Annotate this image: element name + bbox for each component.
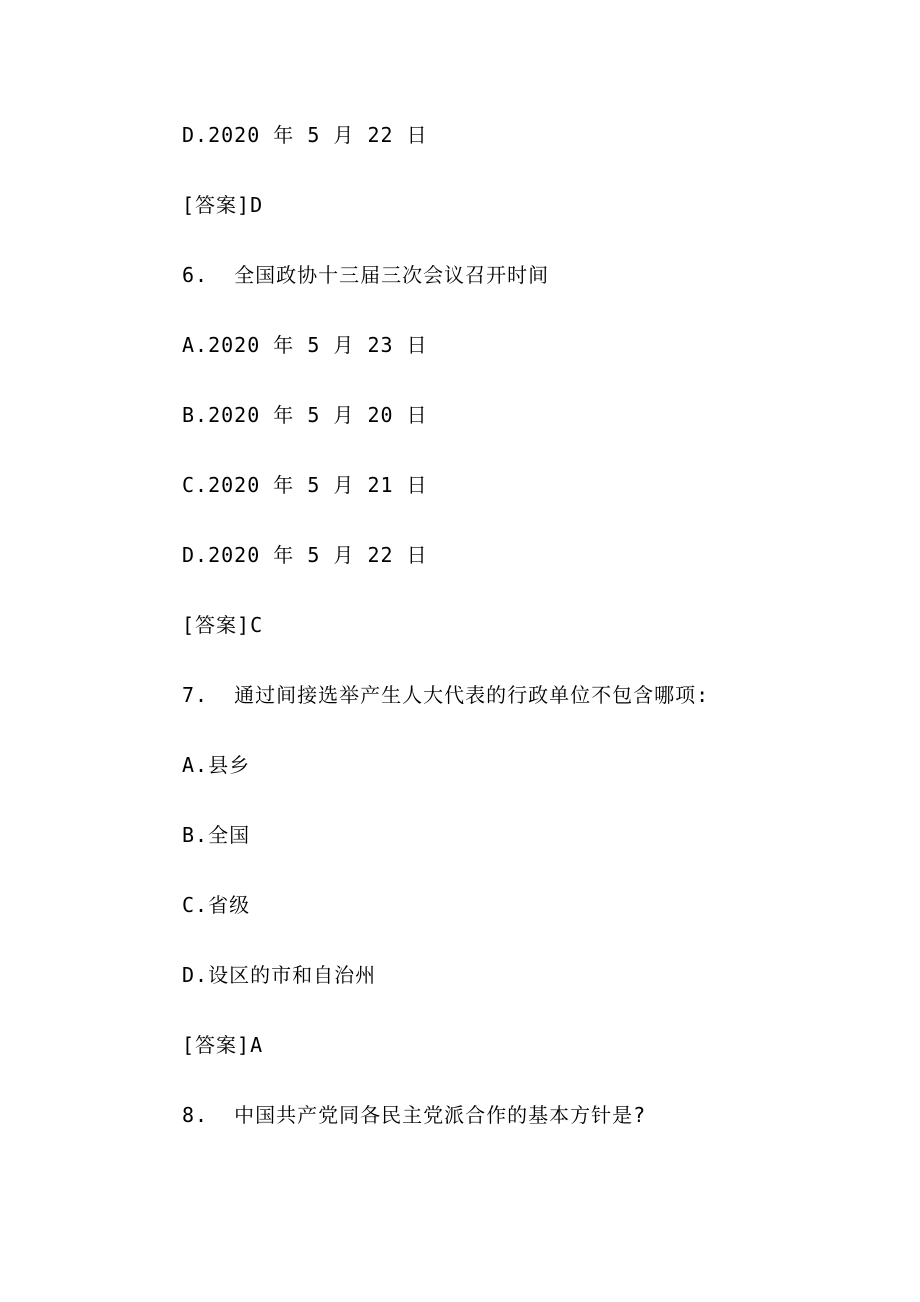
q5-answer: [答案]D <box>182 193 264 217</box>
q6-option-b: B.2020 年 5 月 20 日 <box>182 403 428 427</box>
q6-question: 6. 全国政协十三届三次会议召开时间 <box>182 263 550 287</box>
q7-option-b: B.全国 <box>182 823 251 847</box>
q6-option-d: D.2020 年 5 月 22 日 <box>182 543 428 567</box>
q5-option-d: D.2020 年 5 月 22 日 <box>182 123 428 147</box>
q7-option-d: D.设区的市和自治州 <box>182 963 377 987</box>
q6-option-a: A.2020 年 5 月 23 日 <box>182 333 428 357</box>
q6-option-c: C.2020 年 5 月 21 日 <box>182 473 428 497</box>
q6-answer: [答案]C <box>182 613 264 637</box>
q7-question: 7. 通过间接选举产生人大代表的行政单位不包含哪项: <box>182 683 710 707</box>
q7-option-a: A.县乡 <box>182 753 251 777</box>
q7-option-c: C.省级 <box>182 893 251 917</box>
q7-answer: [答案]A <box>182 1033 264 1057</box>
q8-question: 8. 中国共产党同各民主党派合作的基本方针是? <box>182 1103 647 1127</box>
